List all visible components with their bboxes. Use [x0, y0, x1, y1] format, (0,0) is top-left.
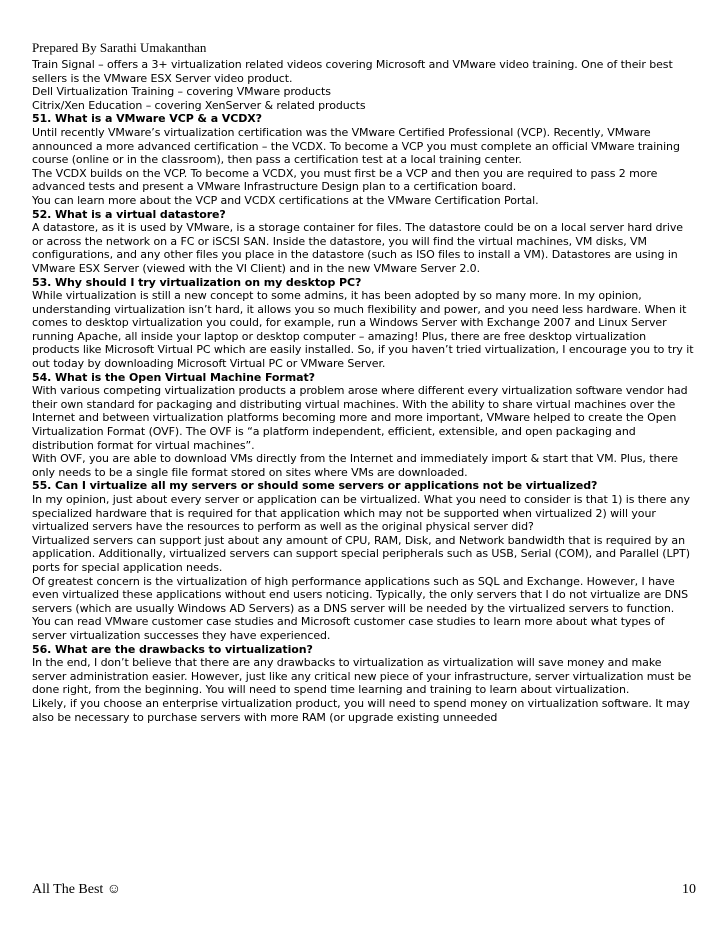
page-number: 10: [682, 882, 696, 897]
section-paragraph: A datastore, as it is used by VMware, is a storage container for files. The datastore could be on a local server hard drive or across the network on a FC or iSCSI SAN. Inside the datastore, you will find the virtual machines, VM disks, VM configurations, and any other files you place in the datastore (such as ISO files to install a VM). Datastores are using in VMware ESX Server (viewed with the VI Client) and in the new VMware Server 2.0.: [32, 221, 683, 275]
section-paragraph: Likely, if you choose an enterprise virtualization product, you will need to spend money on virtualization software. It may also be necessary to purchase servers with more RAM (or upgrade existing unneeded: [32, 696, 690, 724]
intro-paragraph: Train Signal – offers a 3+ virtualization related videos covering Microsoft and VMware video training. One of their best sellers is the VMware ESX Server video product.: [32, 58, 673, 85]
document-page: [32, 40, 696, 724]
section-heading-54: 54. What is the Open Virtual Machine Format?: [32, 370, 315, 384]
section-heading-56: 56. What are the drawbacks to virtualization?: [32, 642, 313, 656]
section-paragraph: In the end, I don’t believe that there are any drawbacks to virtualization as virtualization will save money and make server administration easier. However, just like any critical new piece of your infrastructure, server virtualization must be done right, from the beginning. You will need to spend time learning and training to learn about virtualization.: [32, 656, 692, 697]
section-paragraph: With OVF, you are able to download VMs directly from the Internet and immediately import & start that VM. Plus, there only needs to be a single file format stored on sites where VMs are downloaded.: [32, 452, 678, 479]
section-heading-55: 55. Can I virtualize all my servers or should some servers or applications not be virtualized?: [32, 479, 598, 493]
section-paragraph: The VCDX builds on the VCP. To become a VCDX, you must first be a VCP and then you are required to pass 2 more advanced tests and present a VMware Infrastructure Design plan to a certification board.: [32, 166, 658, 194]
section-paragraph: While virtualization is still a new concept to some admins, it has been adopted by so many more. In my opinion, understanding virtualization isn’t hard, it allows you so much flexibility and power, and you need less hardware. When it comes to desktop virtualization you could, for example, run a Windows Server with Exchange 2007 and Linux Server running Apache, all inside your laptop or desktop computer – amazing! Plus, there are free desktop virtualization products like Microsoft Virtual PC which are easily installed. So, if you haven’t tried virtualization, I encourage you to try it out today by downloading Microsoft Virtual PC or VMware Server.: [32, 289, 694, 371]
section-paragraph: You can read VMware customer case studies and Microsoft customer case studies to learn more about what types of server virtualization successes they have experienced.: [32, 615, 665, 642]
section-heading-53: 53. Why should I try virtualization on my desktop PC?: [32, 275, 362, 289]
intro-paragraph: Citrix/Xen Education – covering XenServer & related products: [32, 98, 366, 112]
document-body: [32, 58, 696, 724]
section-paragraph: Of greatest concern is the virtualization of high performance applications such as SQL and Exchange. However, I have even virtualized these applications without end users noticing. Typically, the only servers that I do not virtualize are DNS servers (which are usually Windows AD Servers) as a DNS server will be needed by the virtualized servers to function.: [32, 574, 689, 615]
section-paragraph: You can learn more about the VCP and VCDX certifications at the VMware Certification Portal.: [32, 193, 539, 207]
section-heading-51: 51. What is a VMware VCP & a VCDX?: [32, 112, 262, 126]
section-paragraph: With various competing virtualization products a problem arose where different every virtualization software vendor had their own standard for packaging and distributing virtual machines. With the ability to share virtual machines over the Internet and between virtualization platforms becoming more and more important, VMware helped to create the Open Virtualization Format (OVF). The OVF is “a platform independent, efficient, extensible, and open packaging and distribution format for virtual machines”.: [32, 384, 688, 452]
page-footer: [32, 881, 696, 899]
intro-paragraph: Dell Virtualization Training – covering VMware products: [32, 85, 331, 99]
footer-note: All The Best ☺: [32, 882, 122, 897]
section-paragraph: Until recently VMware’s virtualization certification was the VMware Certified Professional (VCP). Recently, VMware announced a more advanced certification – the VCDX. To become a VCP you must complete an official VMware training course (online or in the classroom), then pass a certification test at a local training center.: [32, 125, 680, 167]
prepared-by-line: Prepared By Sarathi Umakanthan: [32, 40, 207, 55]
section-paragraph: In my opinion, just about every server or application can be virtualized. What you need to consider is that 1) is there any specialized hardware that is required for that application which may not be supported when virtualized 2) will your virtualized servers have the resources to perform as well as the original physical server did?: [32, 493, 690, 534]
section-heading-52: 52. What is a virtual datastore?: [32, 207, 226, 221]
section-paragraph: Virtualized servers can support just about any amount of CPU, RAM, Disk, and Network bandwidth that is required by an application. Additionally, virtualized servers can support special peripherals such as USB, Serial (COM), and Parallel (LPT) ports for special application needs.: [32, 533, 690, 574]
